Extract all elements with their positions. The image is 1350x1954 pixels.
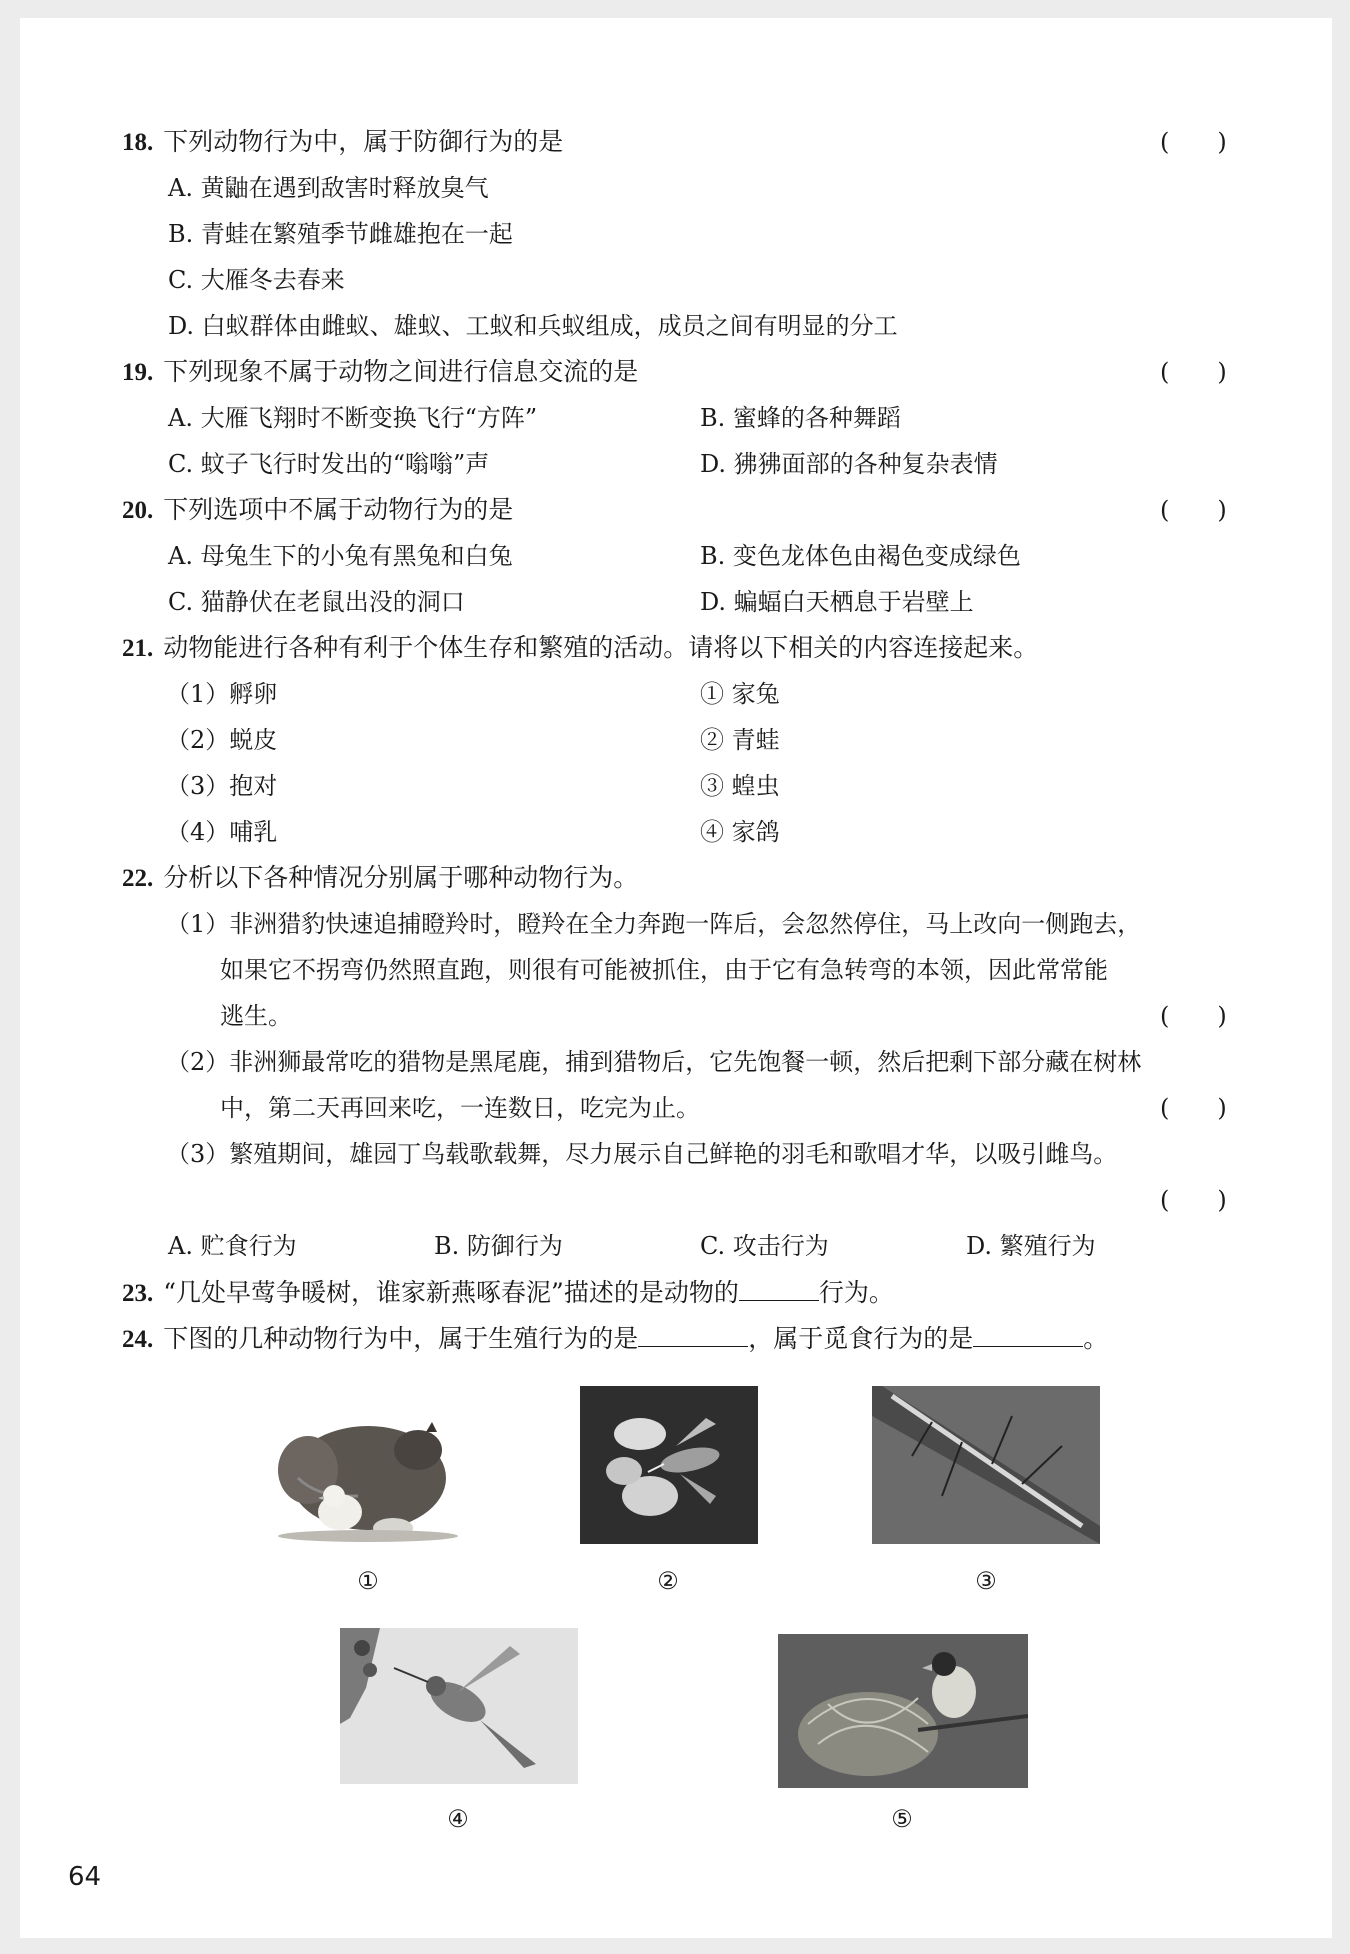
question-stem-end: 行为。 bbox=[818, 1278, 894, 1307]
figure-label-5: ⑤ bbox=[891, 1805, 913, 1833]
question-20 bbox=[122, 492, 513, 529]
question-stem: 下列选项中不属于动物行为的是 bbox=[163, 495, 514, 524]
question-number: 18. bbox=[122, 129, 154, 156]
figure-label-2: ② bbox=[657, 1567, 679, 1595]
moth-feeding-photo bbox=[580, 1386, 758, 1544]
question-22 bbox=[122, 860, 638, 897]
scenario-1-line: 逃生。 bbox=[220, 1002, 292, 1030]
question-number: 24. bbox=[122, 1326, 154, 1353]
question-stem: 下列现象不属于动物之间进行信息交流的是 bbox=[163, 357, 639, 386]
answer-parentheses[interactable]: ( ) bbox=[1160, 128, 1227, 156]
answer-parentheses[interactable]: ( ) bbox=[1160, 496, 1227, 524]
question-number: 23. bbox=[122, 1280, 154, 1307]
match-right-item[interactable]: ① 家兔 bbox=[700, 680, 780, 708]
question-stem: “几处早莺争暖树，谁家新燕啄春泥”描述的是动物的 bbox=[163, 1278, 739, 1307]
question-number: 20. bbox=[122, 497, 154, 524]
option-d: D. 白蚁群体由雌蚁、雄蚁、工蚁和兵蚁组成，成员之间有明显的分工 bbox=[168, 312, 898, 340]
question-stem-mid: ，属于觅食行为的是 bbox=[748, 1324, 974, 1353]
option-b: B. 蜜蜂的各种舞蹈 bbox=[700, 404, 901, 432]
answer-parentheses[interactable]: ( ) bbox=[1160, 1186, 1227, 1214]
match-left-item[interactable]: （4）哺乳 bbox=[166, 818, 278, 846]
question-19 bbox=[122, 354, 638, 391]
question-stem: 动物能进行各种有利于个体生存和繁殖的活动。请将以下相关的内容连接起来。 bbox=[163, 633, 1039, 662]
option-b: B. 变色龙体色由褐色变成绿色 bbox=[700, 542, 1021, 570]
question-stem: 下图的几种动物行为中，属于生殖行为的是 bbox=[163, 1324, 639, 1353]
match-left-item[interactable]: （3）抱对 bbox=[166, 772, 278, 800]
option-a: A. 黄鼬在遇到敌害时释放臭气 bbox=[168, 174, 489, 202]
option-a: A. 大雁飞翔时不断变换飞行“方阵” bbox=[168, 404, 538, 432]
answer-parentheses[interactable]: ( ) bbox=[1160, 1094, 1227, 1122]
question-21 bbox=[122, 630, 1038, 667]
figure-label-3: ③ bbox=[975, 1567, 997, 1595]
weaver-bird-nest-photo bbox=[778, 1634, 1028, 1788]
hen-with-chick-photo bbox=[268, 1408, 464, 1546]
match-left-item[interactable]: （1）孵卵 bbox=[166, 680, 278, 708]
match-right-item[interactable]: ② 青蛙 bbox=[700, 726, 780, 754]
option-b: B. 青蛙在繁殖季节雌雄抱在一起 bbox=[168, 220, 513, 248]
match-right-item[interactable]: ③ 蝗虫 bbox=[700, 772, 780, 800]
scenario-1-line: （1）非洲猎豹快速追捕瞪羚时，瞪羚在全力奔跑一阵后，会忽然停住，马上改向一侧跑去， bbox=[166, 910, 1142, 938]
option-a: A. 母兔生下的小兔有黑兔和白兔 bbox=[168, 542, 513, 570]
choice-c: C. 攻击行为 bbox=[700, 1232, 829, 1260]
page-number: 64 bbox=[68, 1862, 102, 1892]
choice-a: A. 贮食行为 bbox=[168, 1232, 297, 1260]
option-d: D. 狒狒面部的各种复杂表情 bbox=[700, 450, 998, 478]
figure-label-4: ④ bbox=[447, 1805, 469, 1833]
option-c: C. 大雁冬去春来 bbox=[168, 266, 345, 294]
question-stem: 下列动物行为中，属于防御行为的是 bbox=[163, 127, 564, 156]
answer-blank[interactable] bbox=[973, 1320, 1083, 1347]
match-left-item[interactable]: （2）蜕皮 bbox=[166, 726, 278, 754]
scenario-3-line: （3）繁殖期间，雄园丁鸟载歌载舞，尽力展示自己鲜艳的羽毛和歌唱才华，以吸引雌鸟。 bbox=[166, 1140, 1118, 1168]
question-23 bbox=[122, 1274, 894, 1312]
question-stem: 分析以下各种情况分别属于哪种动物行为。 bbox=[163, 863, 639, 892]
question-number: 19. bbox=[122, 359, 154, 386]
question-number: 22. bbox=[122, 865, 154, 892]
figure-label-1: ① bbox=[357, 1567, 379, 1595]
answer-blank[interactable] bbox=[638, 1320, 748, 1347]
question-18 bbox=[122, 124, 563, 161]
question-stem-end: 。 bbox=[1083, 1324, 1109, 1353]
scenario-2-line: （2）非洲狮最常吃的猎物是黑尾鹿，捕到猎物后，它先饱餐一顿，然后把剩下部分藏在树林 bbox=[166, 1048, 1142, 1076]
question-number: 21. bbox=[122, 635, 154, 662]
question-24 bbox=[122, 1320, 1108, 1358]
scenario-1-line: 如果它不拐弯仍然照直跑，则很有可能被抓住，由于它有急转弯的本领，因此常常能 bbox=[220, 956, 1108, 984]
option-d: D. 蝙蝠白天栖息于岩壁上 bbox=[700, 588, 974, 616]
hummingbird-photo bbox=[340, 1628, 578, 1784]
option-c: C. 蚊子飞行时发出的“嗡嗡”声 bbox=[168, 450, 490, 478]
scenario-2-line: 中，第二天再回来吃，一连数日，吃完为止。 bbox=[220, 1094, 700, 1122]
option-c: C. 猫静伏在老鼠出没的洞口 bbox=[168, 588, 465, 616]
stick-insect-photo bbox=[872, 1386, 1100, 1544]
answer-parentheses[interactable]: ( ) bbox=[1160, 1002, 1227, 1030]
match-right-item[interactable]: ④ 家鸽 bbox=[700, 818, 780, 846]
answer-parentheses[interactable]: ( ) bbox=[1160, 358, 1227, 386]
choice-b: B. 防御行为 bbox=[434, 1232, 563, 1260]
choice-d: D. 繁殖行为 bbox=[966, 1232, 1096, 1260]
answer-blank[interactable] bbox=[739, 1274, 819, 1301]
